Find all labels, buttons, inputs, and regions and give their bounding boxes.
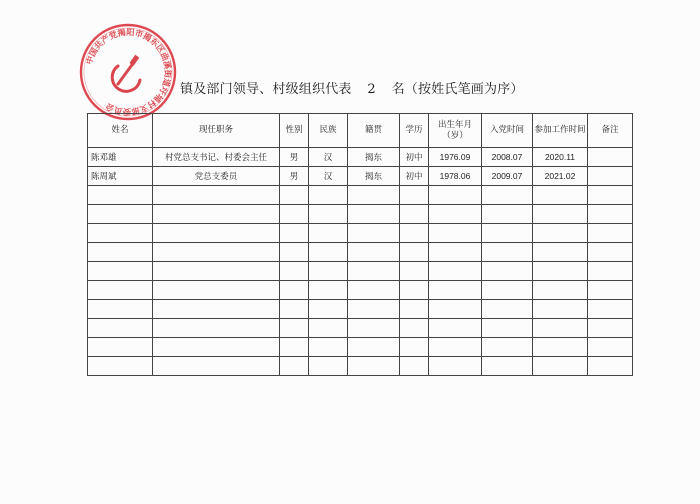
cell-ethnicity: 汉 <box>309 167 348 186</box>
cell-education <box>400 357 429 376</box>
cell-position <box>153 357 280 376</box>
cell-work-start-date <box>533 357 588 376</box>
cell-birth-date <box>429 338 482 357</box>
cell-gender: 男 <box>280 148 309 167</box>
cell-birth-date <box>429 319 482 338</box>
cell-gender <box>280 357 309 376</box>
cell-work-start-date <box>533 262 588 281</box>
header-work-start-date: 参加工作时间 <box>533 114 588 148</box>
cell-name <box>88 243 153 262</box>
cell-party-join-date <box>482 262 533 281</box>
cell-party-join-date <box>482 186 533 205</box>
cell-party-join-date <box>482 338 533 357</box>
header-position: 现任职务 <box>153 114 280 148</box>
table-row <box>88 319 633 338</box>
cell-gender <box>280 319 309 338</box>
cell-gender <box>280 338 309 357</box>
cell-name <box>88 205 153 224</box>
cell-education <box>400 224 429 243</box>
header-gender: 性别 <box>280 114 309 148</box>
cell-position <box>153 281 280 300</box>
cell-gender: 男 <box>280 167 309 186</box>
cell-native-place: 揭东 <box>348 167 400 186</box>
cell-birth-date <box>429 243 482 262</box>
cell-ethnicity <box>309 281 348 300</box>
cell-position <box>153 186 280 205</box>
cell-native-place <box>348 319 400 338</box>
cell-work-start-date <box>533 243 588 262</box>
header-native-place: 籍贯 <box>348 114 400 148</box>
cell-ethnicity <box>309 224 348 243</box>
cell-ethnicity <box>309 357 348 376</box>
cell-position <box>153 300 280 319</box>
cell-party-join-date <box>482 224 533 243</box>
cell-education <box>400 205 429 224</box>
cell-native-place <box>348 205 400 224</box>
table-row <box>88 186 633 205</box>
cell-remarks <box>588 319 633 338</box>
cell-ethnicity <box>309 243 348 262</box>
svg-text:中国共产党揭阳市揭东区曲溪街道圩埔村支部委员会: 中国共产党揭阳市揭东区曲溪街道圩埔村支部委员会 <box>83 26 174 118</box>
table-row <box>88 148 633 167</box>
cell-education <box>400 281 429 300</box>
cell-birth-date <box>429 300 482 319</box>
cell-native-place <box>348 300 400 319</box>
cell-party-join-date <box>482 300 533 319</box>
cell-party-join-date: 2009.07 <box>482 167 533 186</box>
cell-education <box>400 262 429 281</box>
cell-birth-date <box>429 281 482 300</box>
cell-native-place <box>348 338 400 357</box>
cell-name <box>88 224 153 243</box>
header-birth-date: 出生年月（岁） <box>429 114 482 148</box>
cell-birth-date: 1978.06 <box>429 167 482 186</box>
cell-name: 陈邓雄 <box>88 148 153 167</box>
cell-work-start-date: 2020.11 <box>533 148 588 167</box>
cell-ethnicity <box>309 205 348 224</box>
cell-position <box>153 319 280 338</box>
cell-remarks <box>588 243 633 262</box>
cell-remarks <box>588 281 633 300</box>
cell-ethnicity: 汉 <box>309 148 348 167</box>
table-row <box>88 338 633 357</box>
cell-position <box>153 224 280 243</box>
cell-party-join-date <box>482 319 533 338</box>
cell-ethnicity <box>309 338 348 357</box>
cell-ethnicity <box>309 300 348 319</box>
cell-position <box>153 243 280 262</box>
cell-education: 初中 <box>400 167 429 186</box>
cell-native-place <box>348 224 400 243</box>
cell-remarks <box>588 300 633 319</box>
cell-education <box>400 338 429 357</box>
cell-name <box>88 357 153 376</box>
table-row <box>88 205 633 224</box>
table-row <box>88 224 633 243</box>
cell-work-start-date <box>533 224 588 243</box>
header-name: 姓名 <box>88 114 153 148</box>
cell-remarks <box>588 262 633 281</box>
cell-position: 村党总支书记、村委会主任 <box>153 148 280 167</box>
cell-position <box>153 338 280 357</box>
cell-gender <box>280 300 309 319</box>
cell-remarks <box>588 205 633 224</box>
cell-native-place <box>348 186 400 205</box>
cell-party-join-date <box>482 205 533 224</box>
cell-name <box>88 281 153 300</box>
cell-gender <box>280 281 309 300</box>
cell-remarks <box>588 167 633 186</box>
cell-work-start-date <box>533 205 588 224</box>
cell-native-place <box>348 281 400 300</box>
cell-native-place: 揭东 <box>348 148 400 167</box>
cell-birth-date <box>429 224 482 243</box>
document-title <box>180 78 524 97</box>
table-row <box>88 300 633 319</box>
cell-native-place <box>348 262 400 281</box>
representatives-table <box>87 113 633 376</box>
cell-ethnicity <box>309 319 348 338</box>
cell-education <box>400 186 429 205</box>
table-row <box>88 243 633 262</box>
title-prefix: 镇及部门领导、村级组织代表 <box>180 82 352 97</box>
table-row <box>88 357 633 376</box>
header-ethnicity: 民族 <box>309 114 348 148</box>
cell-ethnicity <box>309 262 348 281</box>
party-seal-stamp <box>78 22 178 122</box>
cell-ethnicity <box>309 186 348 205</box>
cell-position: 党总支委员 <box>153 167 280 186</box>
table-body <box>88 148 633 376</box>
cell-remarks <box>588 148 633 167</box>
cell-name <box>88 338 153 357</box>
cell-party-join-date <box>482 243 533 262</box>
cell-work-start-date: 2021.02 <box>533 167 588 186</box>
cell-gender <box>280 262 309 281</box>
cell-birth-date <box>429 205 482 224</box>
cell-education <box>400 300 429 319</box>
cell-gender <box>280 243 309 262</box>
cell-name <box>88 186 153 205</box>
cell-remarks <box>588 224 633 243</box>
cell-gender <box>280 186 309 205</box>
cell-birth-date <box>429 357 482 376</box>
cell-work-start-date <box>533 186 588 205</box>
cell-remarks <box>588 186 633 205</box>
title-suffix: 名（按姓氏笔画为序） <box>391 82 524 97</box>
table-row <box>88 262 633 281</box>
cell-party-join-date <box>482 357 533 376</box>
cell-work-start-date <box>533 281 588 300</box>
cell-party-join-date <box>482 281 533 300</box>
cell-native-place <box>348 243 400 262</box>
header-remarks: 备注 <box>588 114 633 148</box>
cell-name: 陈周斌 <box>88 167 153 186</box>
cell-remarks <box>588 338 633 357</box>
header-party-join-date: 入党时间 <box>482 114 533 148</box>
cell-education <box>400 319 429 338</box>
title-count: 2 <box>367 82 376 97</box>
cell-name <box>88 319 153 338</box>
cell-gender <box>280 205 309 224</box>
cell-education <box>400 243 429 262</box>
cell-work-start-date <box>533 319 588 338</box>
cell-birth-date: 1976.09 <box>429 148 482 167</box>
cell-birth-date <box>429 262 482 281</box>
cell-name <box>88 262 153 281</box>
cell-work-start-date <box>533 300 588 319</box>
cell-position <box>153 262 280 281</box>
table-row <box>88 281 633 300</box>
header-education: 学历 <box>400 114 429 148</box>
cell-gender <box>280 224 309 243</box>
cell-work-start-date <box>533 338 588 357</box>
cell-education: 初中 <box>400 148 429 167</box>
table-row <box>88 167 633 186</box>
table-header-row <box>88 114 633 148</box>
cell-position <box>153 205 280 224</box>
cell-party-join-date: 2008.07 <box>482 148 533 167</box>
cell-native-place <box>348 357 400 376</box>
cell-remarks <box>588 357 633 376</box>
cell-birth-date <box>429 186 482 205</box>
cell-name <box>88 300 153 319</box>
